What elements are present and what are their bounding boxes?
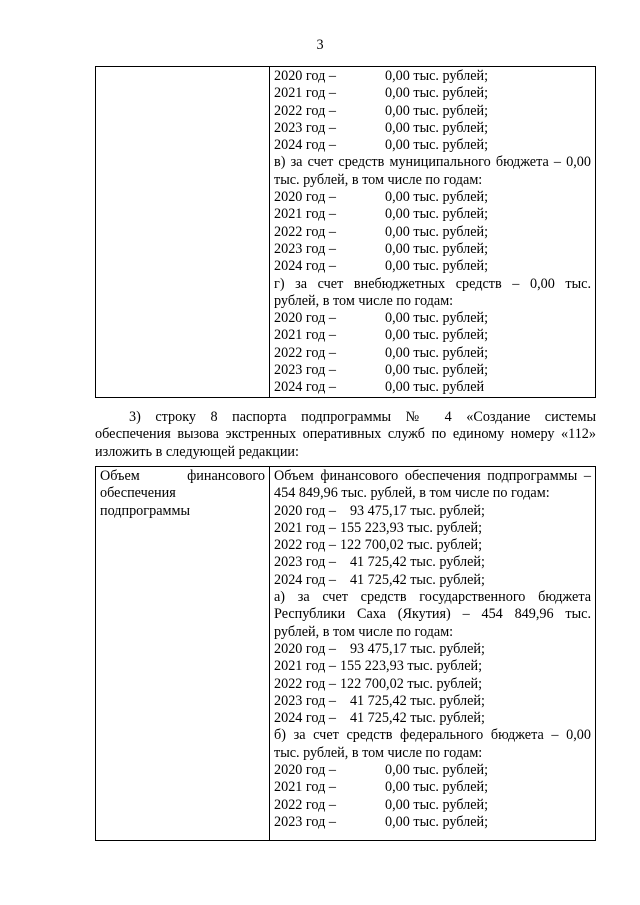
year-row <box>274 641 591 658</box>
year-label: 2022 год – <box>274 537 336 554</box>
total-heading: Объем финансового обеспечения подпрограммы – <box>274 468 591 484</box>
amount-value: 0,00 тыс. рублей; <box>385 68 489 84</box>
year-row <box>274 658 591 675</box>
year-label: 2022 год – <box>274 796 336 813</box>
label-line-3: подпрограммы <box>100 502 190 519</box>
year-row <box>274 797 591 814</box>
amount-value: 41 725,42 тыс. рублей; <box>349 554 485 571</box>
year-label: 2023 год – <box>274 554 336 571</box>
year-row <box>274 85 591 102</box>
amount-value: 122 700,02 тыс. рублей; <box>339 675 483 692</box>
year-list-federal-budget <box>274 762 591 831</box>
year-label: 2023 год – <box>274 813 336 830</box>
label-cell-empty <box>96 67 270 398</box>
label-line-2: обеспечения <box>100 485 176 502</box>
year-row <box>274 814 591 831</box>
amount-value: 0,00 тыс. рублей; <box>385 327 489 344</box>
year-row <box>274 537 591 554</box>
amount-value: 0,00 тыс. рублей; <box>385 85 489 102</box>
amount-value: 0,00 тыс. рублей; <box>385 189 489 206</box>
year-row <box>274 345 591 362</box>
heading-extrabudget-cont: рублей, в том числе по годам: <box>274 292 454 309</box>
year-label: 2020 год – <box>274 68 336 84</box>
amount-value: 0,00 тыс. рублей <box>385 379 485 396</box>
year-label: 2023 год – <box>274 362 336 379</box>
heading-state-budget-cont: Республики Саха (Якутия) – 454 849,96 тыс. <box>274 606 591 623</box>
year-label: 2021 год – <box>274 519 336 536</box>
amount-value: 0,00 тыс. рублей; <box>385 362 489 379</box>
year-row <box>274 120 591 137</box>
year-label: 2022 год – <box>274 344 336 361</box>
amount-value: 155 223,93 тыс. рублей; <box>339 519 483 536</box>
amount-value: 0,00 тыс. рублей; <box>385 762 489 779</box>
amount-value: 0,00 тыс. рублей; <box>385 137 489 154</box>
heading-extrabudget: г) за счет внебюджетных средств – 0,00 тыс. <box>274 275 591 292</box>
amount-value: 0,00 тыс. рублей; <box>385 779 489 796</box>
year-label: 2021 год – <box>274 658 336 675</box>
year-label: 2024 год – <box>274 258 336 275</box>
year-list-total <box>274 503 591 589</box>
year-label: 2021 год – <box>274 206 336 223</box>
year-label: 2024 год – <box>274 137 336 154</box>
year-label: 2020 год – <box>274 640 336 657</box>
year-row <box>274 693 591 710</box>
year-label: 2023 год – <box>274 240 336 257</box>
year-label: 2024 год – <box>274 710 336 727</box>
year-label: 2022 год – <box>274 223 336 240</box>
year-row <box>274 362 591 379</box>
year-list-state-budget <box>274 641 591 727</box>
year-label: 2023 год – <box>274 692 336 709</box>
amount-value: 0,00 тыс. рублей; <box>385 813 489 830</box>
amount-value: 41 725,42 тыс. рублей; <box>349 710 485 727</box>
year-row <box>274 103 591 120</box>
year-row <box>274 762 591 779</box>
year-label: 2024 год – <box>274 379 336 396</box>
year-label: 2023 год – <box>274 119 336 136</box>
paragraph-line-2: обеспечения вызова экстренных оперативных служб по единому номеру «112» <box>95 426 596 443</box>
amount-value: 0,00 тыс. рублей; <box>385 344 489 361</box>
year-label: 2020 год – <box>274 310 336 327</box>
amount-value: 0,00 тыс. рублей; <box>385 310 489 327</box>
heading-municipal: в) за счет средств муниципального бюджета – 0,00 <box>274 154 591 171</box>
year-label: 2021 год – <box>274 779 336 796</box>
page-number: 3 <box>316 37 324 53</box>
heading-federal-budget-cont: тыс. рублей, в том числе по годам: <box>274 744 483 761</box>
year-row <box>274 779 591 796</box>
amount-value: 93 475,17 тыс. рублей; <box>349 640 485 657</box>
year-row <box>274 572 591 589</box>
amount-value: 0,00 тыс. рублей; <box>385 258 489 275</box>
paragraph-line-3: изложить в следующей редакции: <box>95 443 299 460</box>
amount-value: 0,00 тыс. рублей; <box>385 796 489 813</box>
year-row <box>274 241 591 258</box>
year-row <box>274 68 591 85</box>
amendment-paragraph <box>95 409 596 461</box>
year-row <box>274 310 591 327</box>
year-list-extrabudget <box>274 310 591 396</box>
label-cell <box>96 467 270 841</box>
paragraph-line-1: 3) строку 8 паспорта подпрограммы № 4 «Создание системы <box>129 409 596 425</box>
funding-cell <box>270 467 596 841</box>
year-label: 2021 год – <box>274 85 336 102</box>
year-row <box>274 206 591 223</box>
amount-value: 41 725,42 тыс. рублей; <box>349 571 485 588</box>
year-row <box>274 554 591 571</box>
year-row <box>274 379 591 396</box>
label-line-1: Объем финансового <box>100 468 265 484</box>
heading-state-budget: а) за счет средств государственного бюджета <box>274 589 591 606</box>
year-label: 2020 год – <box>274 762 336 779</box>
year-row <box>274 137 591 154</box>
year-row <box>274 189 591 206</box>
total-heading-cont: 454 849,96 тыс. рублей, в том числе по годам: <box>274 485 550 502</box>
year-label: 2020 год – <box>274 502 336 519</box>
year-row <box>274 258 591 275</box>
heading-municipal-cont: тыс. рублей, в том числе по годам: <box>274 171 483 188</box>
funding-table-continued <box>95 66 596 398</box>
amount-value: 0,00 тыс. рублей; <box>385 119 489 136</box>
year-row <box>274 520 591 537</box>
year-list-municipal <box>274 189 591 275</box>
amount-value: 155 223,93 тыс. рублей; <box>339 658 483 675</box>
year-list-b <box>274 68 591 154</box>
year-row <box>274 676 591 693</box>
year-label: 2020 год – <box>274 189 336 206</box>
year-label: 2024 год – <box>274 571 336 588</box>
amount-value: 0,00 тыс. рублей; <box>385 102 489 119</box>
year-label: 2021 год – <box>274 327 336 344</box>
amount-value: 0,00 тыс. рублей; <box>385 206 489 223</box>
amount-value: 0,00 тыс. рублей; <box>385 240 489 257</box>
year-label: 2022 год – <box>274 675 336 692</box>
funding-cell <box>270 67 596 398</box>
year-row <box>274 327 591 344</box>
amount-value: 122 700,02 тыс. рублей; <box>339 537 483 554</box>
funding-table-new <box>95 466 596 841</box>
heading-federal-budget: б) за счет средств федерального бюджета – 0,00 <box>274 727 591 744</box>
amount-value: 93 475,17 тыс. рублей; <box>349 502 485 519</box>
amount-value: 41 725,42 тыс. рублей; <box>349 692 485 709</box>
heading-state-budget-cont2: рублей, в том числе по годам: <box>274 623 454 640</box>
year-label: 2022 год – <box>274 102 336 119</box>
year-row <box>274 710 591 727</box>
year-row <box>274 224 591 241</box>
year-row <box>274 503 591 520</box>
amount-value: 0,00 тыс. рублей; <box>385 223 489 240</box>
